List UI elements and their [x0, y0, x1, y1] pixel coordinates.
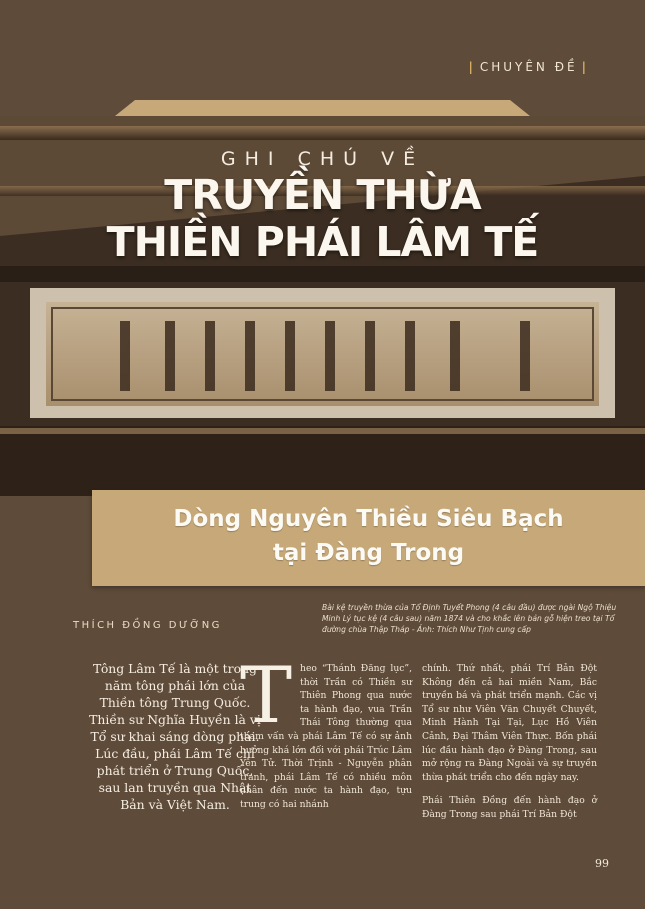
- article-title: [0, 172, 645, 266]
- body-column-2: [422, 662, 597, 832]
- page-number: 99: [595, 857, 609, 870]
- photo-caption: Bài kệ truyền thừa của Tổ Định Tuyết Phong (4 câu đầu) được ngài Ngộ Thiệu Minh Lý tục kệ (4 câu sau) năm 1874 và cho khắc lên bản gỗ hiện treo tại Tổ đường chùa Thập Tháp - Ảnh: Thích Như Tịnh cung cấp: [322, 603, 617, 634]
- drop-cap: T: [240, 651, 293, 741]
- section-label-text: CHUYÊN ĐỀ: [479, 60, 578, 74]
- pull-quote: Tông Lâm Tế là một trong năm tông phái lớn của Thiền tông Trung Quốc. Thiền sư Nghĩa Huyền là vị Tổ sư khai sáng dòng phái. Lúc đầu, phái Lâm Tế chỉ phát triển ở Trung Quốc, sau lan truyền qua Nhật Bản và Việt Nam.: [89, 661, 261, 812]
- gold-banner-top: [0, 100, 645, 116]
- section-label: | CHUYÊN ĐỀ |: [468, 60, 589, 74]
- subtitle-line-1: Dòng Nguyên Thiều Siêu Bạch: [173, 506, 564, 532]
- title-kicker: GHI CHÚ VỀ: [220, 148, 425, 170]
- title-line-2: THIỀN PHÁI LÂM TẾ: [106, 218, 539, 266]
- title-line-1: TRUYỀN THỪA: [164, 171, 481, 219]
- author-byline: THÍCH ĐỒNG DƯỠNG: [73, 620, 222, 631]
- body-paragraph: chính. Thứ nhất, phái Trí Bản Đột Không đến cả hai miền Nam, Bắc truyền bá và phát triển mạnh. Các vị Tổ sư như Viên Văn Chuyết Chuyết, Minh Hành Tại Tại, Lục Hồ Viên Cảnh, Đại Thâm Viên Thực. Bốn phái lúc đầu hành đạo ở Đàng Trong, sau mở rộng ra Đàng Ngoài và sự truyền thừa phát triển cho đến ngày nay.: [422, 663, 597, 783]
- body-paragraph: Phái Thiên Đồng đến hành đạo ở Đàng Trong sau phái Trí Bản Đột: [422, 795, 597, 820]
- subtitle-line-2: tại Đàng Trong: [272, 540, 465, 566]
- body-column-1: [240, 651, 412, 822]
- subtitle-box: [92, 490, 645, 586]
- body-paragraph: heo “Thánh Đăng lục”, thời Trần có Thiền sư Thiên Phong qua nước ta hành đạo, vua Trần Thái Tông thường qua tham vấn và phái Lâm Tế có sự ảnh hưởng khá lớn đối với phái Trúc Lâm Yên Tử. Thời Trịnh - Nguyễn phân tranh, phái Lâm Tế có nhiều môn nhân đến nước ta hành đạo, tựu trung có hai nhánh: [240, 663, 412, 810]
